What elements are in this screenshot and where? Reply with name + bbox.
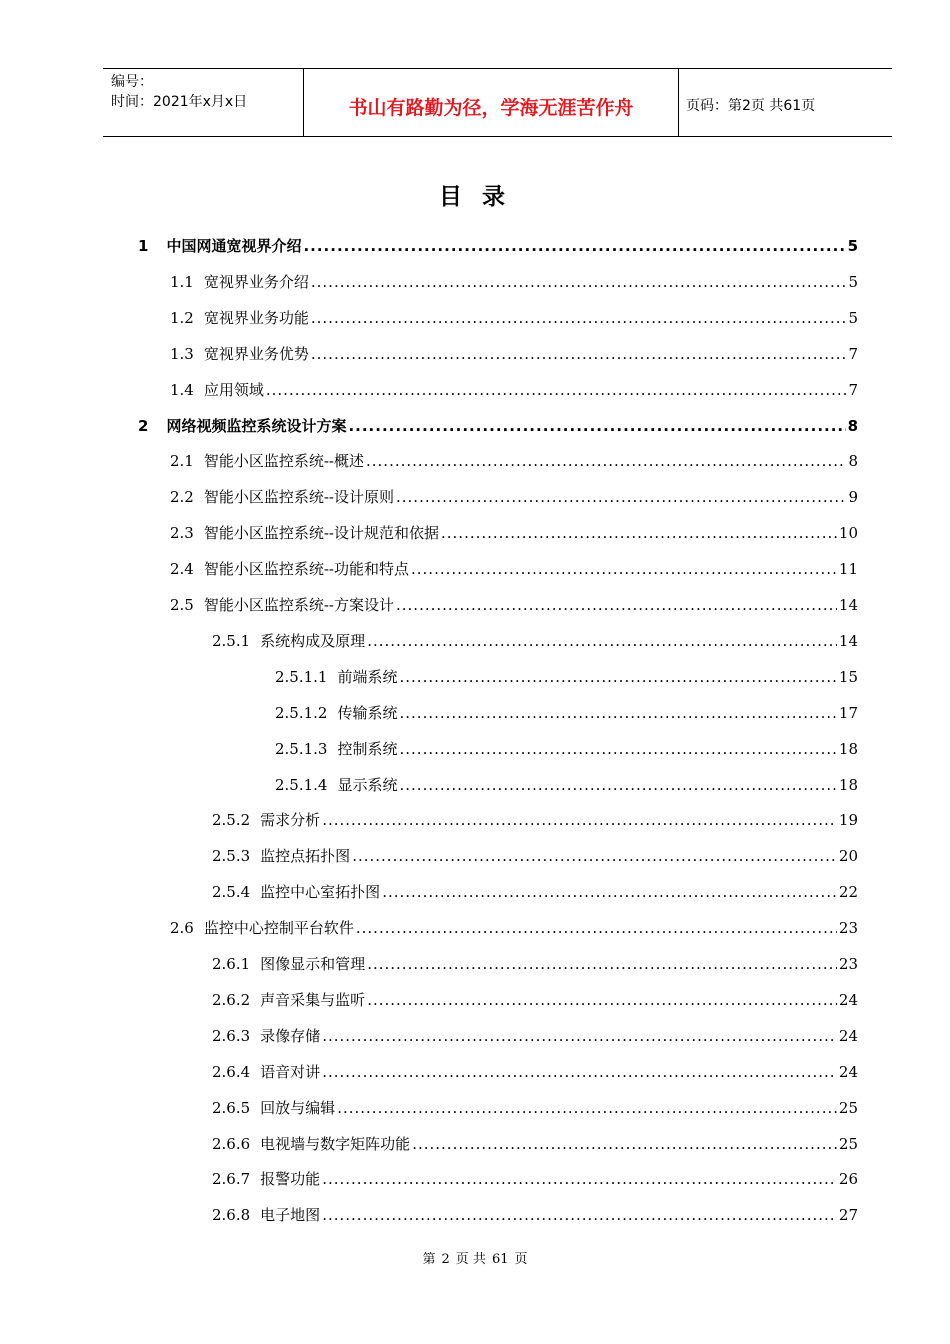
toc-entry[interactable] <box>212 1020 858 1046</box>
toc-entry-page: 5 <box>848 308 858 327</box>
toc-entry-number: 2.6.5 <box>212 1098 251 1117</box>
toc-entry-page: 14 <box>838 631 858 650</box>
toc-dot-leader <box>396 487 846 507</box>
toc-entry-page: 17 <box>838 703 858 722</box>
toc-dot-leader <box>411 559 837 579</box>
toc-entry[interactable] <box>275 661 858 687</box>
toc-dot-leader <box>322 810 837 830</box>
toc-dot-leader <box>400 775 837 795</box>
toc-entry-number: 1.3 <box>170 344 194 363</box>
toc-entry-number: 1.4 <box>170 380 194 399</box>
toc-entry-number: 2 <box>138 416 149 435</box>
footer-suffix: 页 <box>514 1252 528 1267</box>
toc-dot-leader <box>367 990 837 1010</box>
toc-entry-label: 录像存储 <box>260 1026 321 1045</box>
toc-entry-page: 10 <box>838 524 858 543</box>
page-footer <box>0 1248 950 1267</box>
toc-dot-leader <box>352 846 837 866</box>
toc-entry-page: 5 <box>848 272 858 291</box>
toc-dot-leader <box>348 416 845 436</box>
toc-entry-page: 7 <box>848 380 858 399</box>
toc-entry-label: 应用领域 <box>203 380 264 399</box>
toc-entry[interactable] <box>170 553 858 579</box>
toc-dot-leader <box>311 344 847 364</box>
toc-entry[interactable] <box>170 266 858 292</box>
toc-entry-number: 2.6.1 <box>212 955 251 973</box>
toc-entry-label: 智能小区监控系统--设计原则 <box>203 488 394 507</box>
toc-entry[interactable] <box>212 1092 858 1118</box>
toc-entry[interactable] <box>212 1128 858 1154</box>
toc-dot-leader <box>367 954 837 974</box>
toc-entry-label: 回放与编辑 <box>260 1098 336 1117</box>
toc-entry-number: 2.5.1.4 <box>275 775 328 794</box>
toc-entry-label: 宽视界业务功能 <box>203 308 309 327</box>
toc-entry-label: 系统构成及原理 <box>260 631 366 650</box>
toc-entry-number: 2.6.2 <box>212 990 251 1009</box>
toc-dot-leader <box>382 882 837 902</box>
toc-entry-number: 2.6.8 <box>212 1206 251 1225</box>
toc-entry-label: 中国网通宽视界介绍 <box>166 237 302 255</box>
page-header <box>103 68 892 137</box>
toc-entry-number: 2.1 <box>170 452 194 471</box>
toc-entry-page: 23 <box>838 919 858 938</box>
toc-entry[interactable] <box>212 876 858 902</box>
toc-entry-label: 需求分析 <box>260 811 321 830</box>
toc-dot-leader <box>400 667 837 687</box>
toc-entry[interactable] <box>212 840 858 866</box>
toc-title: 目 录 <box>438 184 511 210</box>
toc-entry-label: 智能小区监控系统--设计规范和依据 <box>203 524 439 543</box>
toc-entry[interactable] <box>170 481 858 507</box>
toc-entry-number: 2.4 <box>170 560 194 579</box>
toc-dot-leader <box>412 1134 837 1154</box>
toc-entry[interactable] <box>275 769 858 795</box>
toc-entry[interactable] <box>170 912 858 938</box>
toc-entry-label: 图像显示和管理 <box>260 955 366 973</box>
toc-entry-page: 26 <box>838 1170 858 1189</box>
toc-entry-page: 8 <box>847 416 858 435</box>
toc-entry-number: 2.5.1 <box>212 631 251 650</box>
toc-entry-page: 24 <box>838 1026 858 1045</box>
toc-entry-number: 2.5.1.3 <box>275 739 328 758</box>
footer-prefix: 第 <box>422 1252 436 1267</box>
toc-entry-label: 电视墙与数字矩阵功能 <box>260 1134 411 1153</box>
toc-entry-number: 2.3 <box>170 524 194 543</box>
toc-dot-leader <box>266 380 847 400</box>
toc-entry-number: 1.1 <box>170 272 194 291</box>
toc-dot-leader <box>400 739 837 759</box>
toc-entry[interactable] <box>212 625 858 651</box>
toc-entry[interactable] <box>170 517 858 543</box>
toc-entry-page: 23 <box>838 955 858 973</box>
toc-dot-leader <box>366 451 846 471</box>
toc-entry-number: 2.5.1.2 <box>275 703 328 722</box>
toc-dot-leader <box>322 1026 837 1046</box>
slogan: 书山有路勤为径，学海无涯苦作舟 <box>348 97 634 119</box>
toc-entry-label: 前端系统 <box>337 667 398 686</box>
toc-entry-page: 19 <box>838 811 858 830</box>
toc-entry-number: 2.6.7 <box>212 1170 251 1189</box>
toc-entry-page: 24 <box>838 1062 858 1081</box>
toc-entry[interactable] <box>212 804 858 830</box>
toc-entry-label: 网络视频监控系统设计方案 <box>166 416 347 435</box>
toc-entry-number: 2.2 <box>170 488 194 507</box>
toc-entry-page: 27 <box>838 1206 858 1225</box>
toc-entry-number: 2.6.4 <box>212 1062 251 1081</box>
toc-entry-page: 25 <box>838 1098 858 1117</box>
toc-entry[interactable] <box>275 733 858 759</box>
toc-dot-leader <box>356 918 837 938</box>
toc-entry[interactable] <box>275 697 858 723</box>
toc-entry-page: 15 <box>838 667 858 686</box>
toc-entry-number: 2.5.1.1 <box>275 667 328 686</box>
toc-entry-page: 22 <box>838 883 858 902</box>
toc-entry-label: 监控中心室拓扑图 <box>260 883 381 902</box>
toc-dot-leader <box>322 1062 837 1082</box>
toc-entry[interactable] <box>170 302 858 328</box>
toc-entry-label: 显示系统 <box>337 775 398 794</box>
toc-entry[interactable] <box>212 1163 858 1189</box>
toc-entry-label: 智能小区监控系统--概述 <box>203 452 364 471</box>
toc-entry-page: 25 <box>838 1134 858 1153</box>
toc-dot-leader <box>322 1169 837 1189</box>
toc-dot-leader <box>303 236 845 256</box>
toc-entry-number: 1 <box>138 237 149 255</box>
toc-entry-label: 监控中心控制平台软件 <box>203 919 354 938</box>
toc-entry-label: 控制系统 <box>337 739 398 758</box>
toc-entry-label: 报警功能 <box>260 1170 321 1189</box>
toc-entry-label: 智能小区监控系统--功能和特点 <box>203 560 409 579</box>
toc-dot-leader <box>311 272 847 292</box>
toc-entry-page: 7 <box>848 344 858 363</box>
toc-entry-number: 2.6.3 <box>212 1026 251 1045</box>
toc-entry[interactable] <box>170 374 858 400</box>
toc-entry-label: 电子地图 <box>260 1206 321 1225</box>
toc-entry-number: 2.6 <box>170 919 194 938</box>
toc-entry-label: 宽视界业务优势 <box>203 344 309 363</box>
toc-dot-leader <box>400 703 837 723</box>
header-slogan-cell <box>303 69 679 136</box>
toc-entry-number: 2.5.2 <box>212 811 251 830</box>
footer-mid: 页 共 <box>455 1252 486 1267</box>
toc-entry-page: 9 <box>848 488 858 507</box>
toc-entry-page: 11 <box>838 560 858 579</box>
toc-entry-label: 声音采集与监听 <box>260 990 366 1009</box>
toc-entry-page: 18 <box>838 775 858 794</box>
toc-entry[interactable] <box>170 338 858 364</box>
toc-entry-number: 2.5 <box>170 596 194 614</box>
toc-entry[interactable] <box>212 984 858 1010</box>
toc-entry-label: 监控点拓扑图 <box>260 847 351 866</box>
toc-dot-leader <box>396 595 837 615</box>
toc-entry-number: 2.6.6 <box>212 1134 251 1153</box>
toc-entry[interactable] <box>170 445 858 471</box>
toc-entry-number: 2.5.4 <box>212 883 251 902</box>
toc-dot-leader <box>311 308 847 328</box>
footer-total: 61 <box>491 1252 509 1267</box>
toc-entry-label: 智能小区监控系统--方案设计 <box>203 596 394 614</box>
toc-entry-number: 1.2 <box>170 308 194 327</box>
toc-entry-page: 5 <box>847 237 858 255</box>
page-info: 页码：第2页 共61页 <box>686 98 816 114</box>
header-meta-cell <box>103 69 303 136</box>
header-page-cell <box>678 69 892 136</box>
toc-entry-number: 2.5.3 <box>212 847 251 866</box>
toc-entry-label: 传输系统 <box>337 703 398 722</box>
footer-page: 2 <box>441 1252 450 1267</box>
toc-entry-page: 20 <box>838 847 858 866</box>
date-line: 时间：2021年x月x日 <box>111 94 248 110</box>
serial-label: 编号： <box>111 74 153 90</box>
toc-entry[interactable] <box>170 589 858 615</box>
toc-entry[interactable] <box>138 410 858 436</box>
toc-dot-leader <box>441 523 837 543</box>
toc-entry[interactable] <box>212 948 858 974</box>
toc-entry[interactable] <box>212 1056 858 1082</box>
toc-dot-leader <box>322 1205 837 1225</box>
toc-entry-label: 语音对讲 <box>260 1062 321 1081</box>
toc-dot-leader <box>337 1098 837 1118</box>
toc-entry[interactable] <box>138 230 858 256</box>
toc-entry-page: 18 <box>838 739 858 758</box>
toc-entry-page: 24 <box>838 990 858 1009</box>
toc-entry[interactable] <box>212 1199 858 1225</box>
toc-entry-page: 14 <box>838 596 858 614</box>
toc-entry-page: 8 <box>848 452 858 471</box>
toc-dot-leader <box>367 631 837 651</box>
toc-entry-label: 宽视界业务介绍 <box>203 272 309 291</box>
